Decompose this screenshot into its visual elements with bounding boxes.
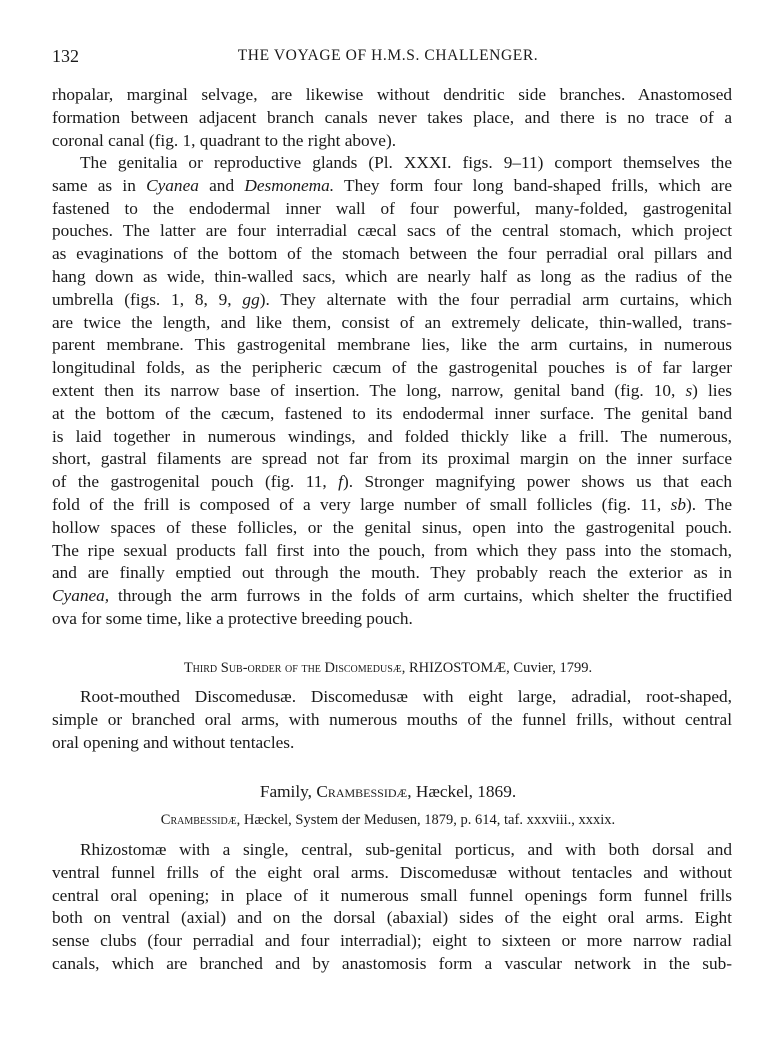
- text-line: [52, 426, 732, 448]
- text-run: is laid together in numerous windings, and folded thickly like a frill. The numerous,: [52, 426, 732, 446]
- text-run: hollow spaces of these follicles, or the genital sinus, open into the gastrogenital pouch.: [52, 517, 732, 537]
- text-line: [0, 657, 776, 679]
- text-run: simple or branched oral arms, with numerous mouths of the funnel frills, without central: [52, 709, 732, 729]
- text-run: formation between adjacent branch canals never takes place, and there is no trace of a: [52, 107, 732, 127]
- small-caps-text: Crambessidæ: [316, 782, 408, 801]
- text-line: [52, 930, 732, 952]
- text-run: ventral funnel frills of the eight oral arms. Discomedusæ without tentacles and without: [52, 862, 732, 882]
- text-line: [52, 107, 732, 129]
- text-run: ). They alternate with the four perradial arm curtains, which: [259, 289, 733, 309]
- text-run: and are finally emptied out through the mouth. They probably reach the exterior as in: [52, 563, 732, 583]
- text-run: , Hæckel, 1869.: [407, 782, 517, 801]
- text-line: [52, 585, 732, 607]
- text-run: They form four long band-shaped frills, which are: [334, 175, 732, 195]
- text-run: parent membrane. This gastrogenital membrane lies, like the arm curtains, in numerous: [52, 335, 732, 355]
- text-line: [52, 448, 732, 470]
- text-line: [52, 175, 732, 197]
- text-run: The ripe sexual products fall first into the pouch, from which they pass into the stomach,: [52, 540, 732, 560]
- text-run: longitudinal folds, as the peripheric cæcum of the gastrogenital pouches is of far larger: [52, 358, 732, 378]
- text-run: rhopalar, marginal selvage, are likewise without dendritic side branches. Anastomosed: [52, 85, 732, 104]
- text-run: both on ventral (axial) and on the dorsal (abaxial) sides of the eight oral arms. Eight: [52, 908, 732, 928]
- italic-text: gg: [242, 289, 260, 309]
- small-caps-text: Third Sub-order of the Discomedusæ: [183, 660, 402, 676]
- text-line: [52, 540, 732, 562]
- text-run: umbrella (figs. 1, 8, 9,: [52, 289, 243, 309]
- italic-text: s: [685, 381, 693, 400]
- text-line: [52, 608, 732, 630]
- text-line: [52, 266, 732, 288]
- text-run: , Hæckel, System der Medusen, 1879, p. 614, taf. xxxviii., xxxix.: [236, 812, 616, 828]
- text-run: fold of the frill is composed of a very large number of small follicles (fig. 11,: [52, 495, 671, 514]
- text-line: [52, 198, 732, 220]
- text-run: at the bottom of the cæcum, fastened to its endodermal inner surface. The genital band: [52, 403, 732, 423]
- text-run: pouches. The latter are four interradial cæcal sacs of the central stomach, which project: [52, 221, 732, 241]
- text-run: oral opening and without tentacles.: [52, 732, 295, 752]
- text-run: central oral opening; in place of it numerous small funnel openings form funnel frills: [52, 885, 732, 905]
- text-line: [52, 289, 732, 311]
- text-run: ova for some time, like a protective breeding pouch.: [52, 609, 413, 628]
- text-line: [52, 334, 732, 356]
- text-line: [52, 380, 732, 402]
- italic-text: Cyanea,: [52, 586, 110, 606]
- text-line: [52, 732, 732, 754]
- text-line: [80, 152, 732, 174]
- italic-text: Desmonema.: [244, 175, 335, 195]
- text-line: [52, 471, 732, 493]
- text-run: ). The: [685, 495, 733, 514]
- text-run: short, gastral filaments are spread not far from its proximal margin on the inner surface: [52, 449, 732, 469]
- text-run: and: [198, 175, 245, 195]
- text-run: , RHIZOSTOMÆ, Cuvier, 1799.: [401, 660, 593, 676]
- text-line: [52, 953, 732, 975]
- text-run: Family,: [259, 782, 317, 801]
- text-line: [52, 907, 732, 929]
- text-line: [80, 686, 732, 708]
- text-line: [52, 562, 732, 584]
- text-line: [52, 243, 732, 265]
- text-line: [0, 809, 776, 831]
- text-run: ). Stronger magnifying power shows us that each: [342, 472, 732, 492]
- text-line: [52, 357, 732, 379]
- running-title: THE VOYAGE OF H.M.S. CHALLENGER.: [237, 47, 539, 64]
- italic-text: sb: [670, 495, 686, 514]
- text-line: [52, 517, 732, 539]
- text-line: [52, 84, 732, 106]
- text-run: hang down as wide, thin-walled sacs, which are nearly half as long as the radius of the: [52, 267, 732, 286]
- text-run: sense clubs (four perradial and four interradial); eight to sixteen or more narrow radial: [52, 931, 732, 951]
- text-run: Rhizostomæ with a single, central, sub-genital porticus, and with both dorsal and: [80, 840, 732, 859]
- page-number: 132: [52, 46, 79, 66]
- text-run: extent then its narrow base of insertion. The long, narrow, genital band (fig. 10,: [52, 381, 686, 400]
- text-run: canals, which are branched and by anastomosis form a vascular network in the sub-: [52, 954, 732, 973]
- text-run: are twice the length, and like them, consist of an extremely delicate, thin-walled, trans-: [52, 312, 732, 332]
- small-caps-text: Crambessidæ: [160, 812, 237, 828]
- text-run: of the gastrogenital pouch (fig. 11,: [52, 472, 339, 492]
- text-line: [80, 839, 732, 861]
- text-run: ) lies: [692, 381, 733, 400]
- text-run: through the arm furrows in the folds of arm curtains, which shelter the fructified: [109, 586, 732, 606]
- text-run: Root-mouthed Discomedusæ. Discomedusæ with eight large, adradial, root-shaped,: [80, 687, 732, 706]
- text-line: [52, 862, 732, 884]
- text-line: [52, 312, 732, 334]
- text-line: [0, 781, 776, 803]
- italic-text: Cyanea: [146, 175, 199, 195]
- text-run: The genitalia or reproductive glands (Pl. XXXI. figs. 9–11) comport themselves the: [80, 153, 732, 172]
- text-run: fastened to the endodermal inner wall of four powerful, many-folded, gastrogenital: [52, 198, 732, 218]
- text-line: [52, 885, 732, 907]
- text-run: as evaginations of the bottom of the stomach between the four perradial oral pillars and: [52, 244, 732, 264]
- text-run: same as in: [52, 175, 147, 195]
- text-line: [52, 494, 732, 516]
- text-line: [52, 220, 732, 242]
- text-line: [52, 403, 732, 425]
- italic-text: f: [338, 472, 343, 492]
- text-line: [52, 130, 732, 152]
- text-line: [52, 709, 732, 731]
- text-run: coronal canal (fig. 1, quadrant to the right above).: [52, 130, 397, 150]
